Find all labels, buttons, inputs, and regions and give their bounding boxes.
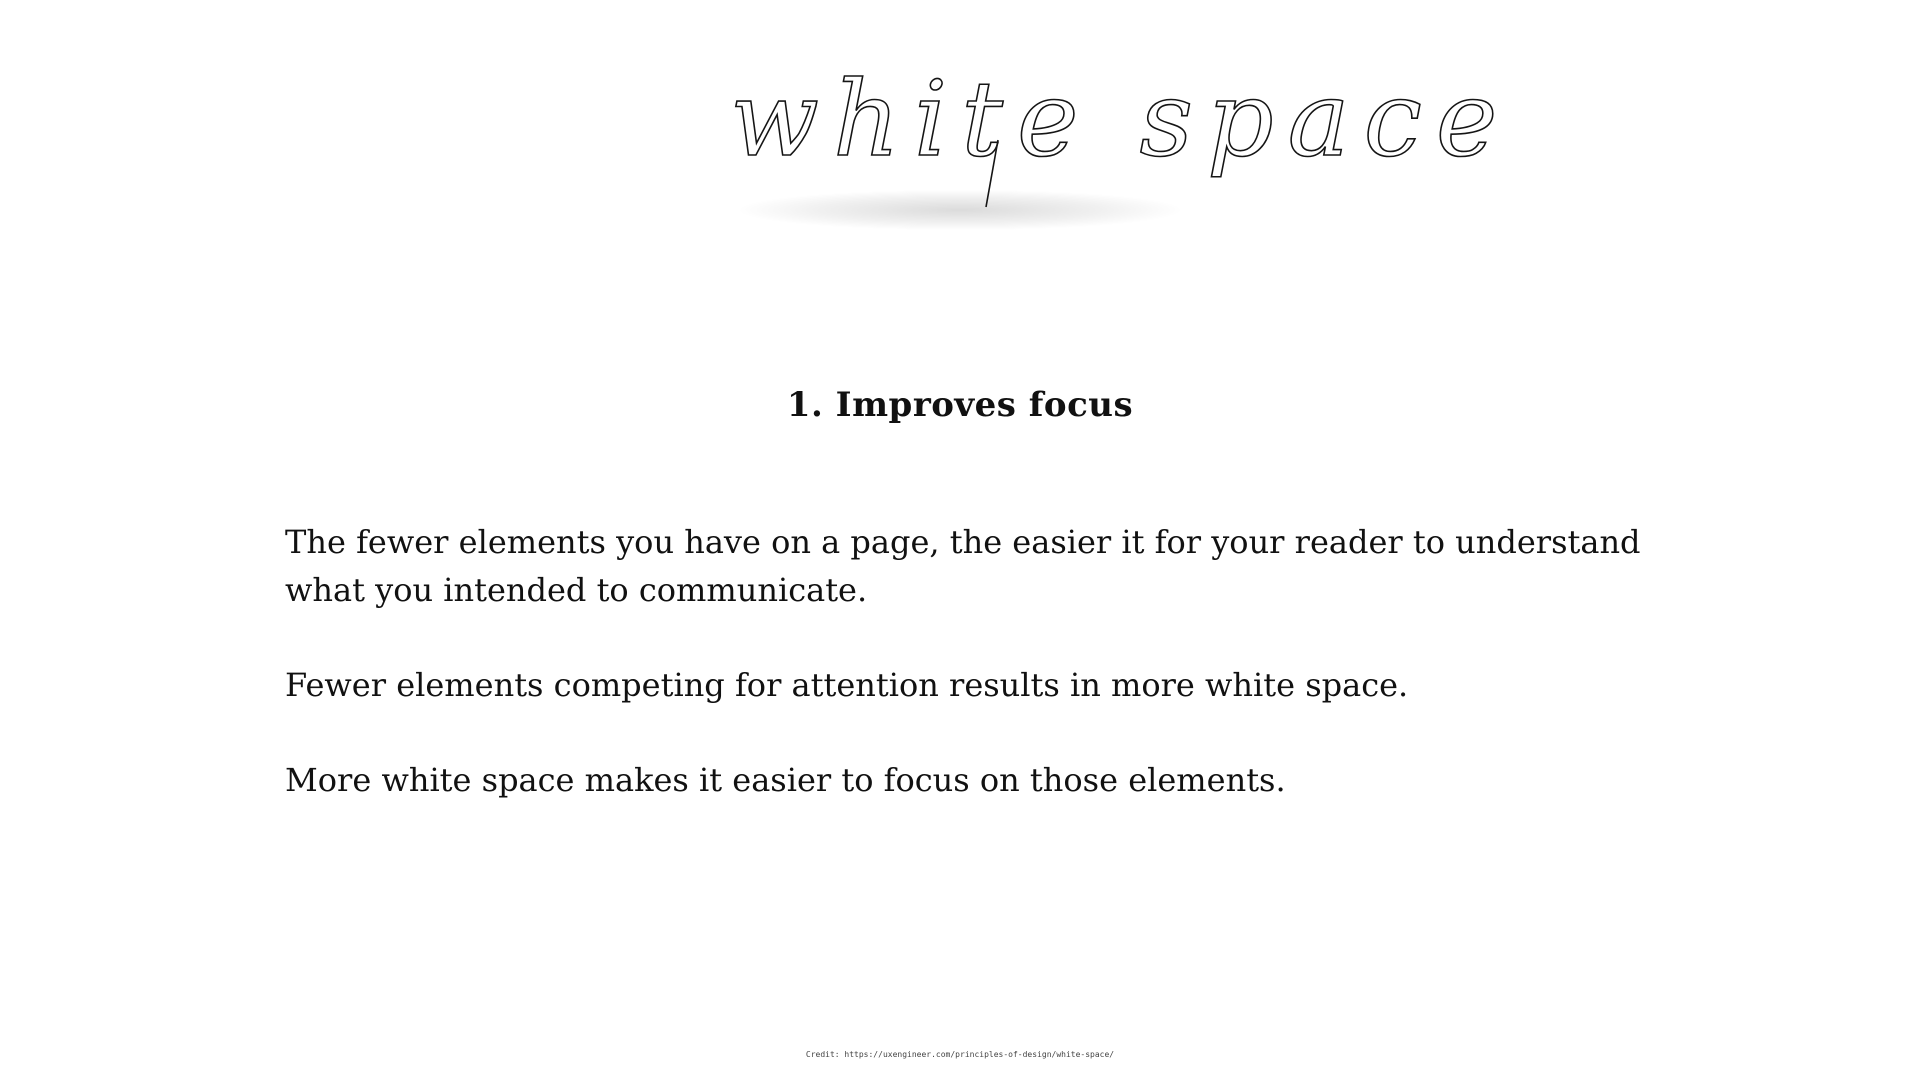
- title-script-svg: [710, 55, 1512, 245]
- section-heading: 1. Improves focus: [786, 385, 1134, 425]
- title-script-text: white space: [730, 58, 1512, 180]
- paragraph-1: The fewer elements you have on a page, the easier it for your reader to understand what you intended to communicate.: [285, 523, 1641, 609]
- paragraph-3: More white space makes it easier to focus on those elements.: [285, 761, 1286, 799]
- title-logo: [710, 55, 1512, 245]
- paragraph-2: Fewer elements competing for attention results in more white space.: [285, 666, 1409, 704]
- body-text: [285, 518, 1665, 851]
- credit-line: Credit: https://uxengineer.com/principles-of-design/white-space/: [805, 1050, 1115, 1059]
